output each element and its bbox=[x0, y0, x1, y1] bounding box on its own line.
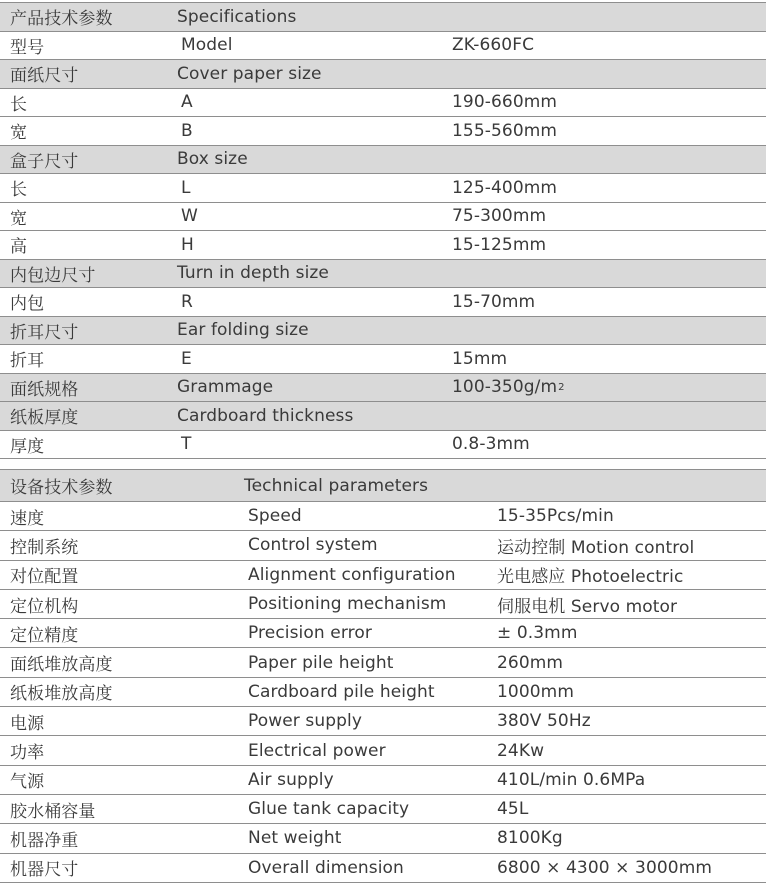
cell-en: Air supply bbox=[248, 769, 334, 790]
cell-cn: 电源 bbox=[10, 713, 45, 734]
cell-value: 1000mm bbox=[497, 681, 574, 702]
cell-cn: 型号 bbox=[10, 37, 45, 58]
table-row bbox=[0, 561, 766, 590]
section-row bbox=[0, 260, 766, 289]
cell-en: E bbox=[181, 348, 192, 369]
table-row bbox=[0, 174, 766, 203]
header-cn: 产品技术参数 bbox=[10, 9, 113, 30]
cell-cn: 机器尺寸 bbox=[10, 860, 79, 881]
header-en: Specifications bbox=[177, 6, 297, 27]
technical-header-row bbox=[0, 470, 766, 502]
cell-en: Cover paper size bbox=[177, 63, 322, 84]
cell-value: 15-70mm bbox=[452, 291, 536, 312]
cell-value: 190-660mm bbox=[452, 92, 558, 113]
cell-cn: 内包 bbox=[10, 294, 45, 315]
table-row bbox=[0, 736, 766, 765]
cell-en: Grammage bbox=[177, 377, 274, 398]
cell-en: Positioning mechanism bbox=[248, 594, 447, 615]
cell-en: T bbox=[181, 434, 192, 455]
cell-en: Cardboard pile height bbox=[248, 681, 435, 702]
cell-cn: 长 bbox=[10, 94, 28, 115]
cell-en: B bbox=[181, 120, 193, 141]
cell-cn: 折耳尺寸 bbox=[10, 322, 79, 343]
cell-cn: 胶水桶容量 bbox=[10, 801, 96, 822]
cell-en: Cardboard thickness bbox=[177, 405, 354, 426]
header-en: Technical parameters bbox=[244, 475, 429, 496]
cell-cn: 折耳 bbox=[10, 351, 45, 372]
cell-cn: 宽 bbox=[10, 123, 28, 144]
section-row bbox=[0, 317, 766, 346]
cell-en: R bbox=[181, 291, 193, 312]
cell-cn: 功率 bbox=[10, 743, 45, 764]
cell-cn: 高 bbox=[10, 237, 28, 258]
table-row bbox=[0, 117, 766, 146]
table-row bbox=[0, 619, 766, 648]
cell-value: 运动控制 Motion control bbox=[497, 537, 695, 558]
cell-en: Electrical power bbox=[248, 740, 386, 761]
table-row bbox=[0, 288, 766, 317]
cell-en: Precision error bbox=[248, 623, 372, 644]
cell-value: 380V 50Hz bbox=[497, 711, 591, 732]
cell-cn: 面纸尺寸 bbox=[10, 66, 79, 87]
cell-en: Alignment configuration bbox=[248, 564, 456, 585]
table-row bbox=[0, 531, 766, 560]
cell-value: 100-350g/m 2 bbox=[452, 377, 565, 398]
cell-value: 15-125mm bbox=[452, 234, 547, 255]
cell-cn: 速度 bbox=[10, 508, 45, 529]
table-row bbox=[0, 707, 766, 736]
cell-value: 75-300mm bbox=[452, 206, 547, 227]
cell-value: 光电感应 Photoelectric bbox=[497, 567, 684, 588]
cell-en: Speed bbox=[248, 506, 302, 527]
cell-en: Net weight bbox=[248, 828, 342, 849]
cell-cn: 内包边尺寸 bbox=[10, 265, 96, 286]
table-row bbox=[0, 32, 766, 61]
cell-en: W bbox=[181, 206, 198, 227]
section-row bbox=[0, 60, 766, 89]
cell-cn: 盒子尺寸 bbox=[10, 151, 79, 172]
cell-value: 260mm bbox=[497, 652, 564, 673]
cell-value: 8100Kg bbox=[497, 828, 563, 849]
cell-en: Power supply bbox=[248, 711, 362, 732]
table-row bbox=[0, 89, 766, 118]
cell-cn: 机器净重 bbox=[10, 830, 79, 851]
cell-cn: 长 bbox=[10, 180, 28, 201]
cell-value: 125-400mm bbox=[452, 177, 558, 198]
specifications-header-row bbox=[0, 3, 766, 32]
cell-cn: 气源 bbox=[10, 772, 45, 793]
table-row bbox=[0, 854, 766, 883]
cell-value: ± 0.3mm bbox=[497, 623, 578, 644]
cell-cn: 控制系统 bbox=[10, 537, 79, 558]
cell-value: 15mm bbox=[452, 348, 508, 369]
cell-en: Turn in depth size bbox=[177, 263, 329, 284]
cell-value: 155-560mm bbox=[452, 120, 558, 141]
table-row bbox=[0, 648, 766, 677]
cell-cn: 面纸规格 bbox=[10, 379, 79, 400]
section-row bbox=[0, 146, 766, 175]
section-row bbox=[0, 402, 766, 431]
cell-value: 410L/min 0.6MPa bbox=[497, 769, 646, 790]
table-row bbox=[0, 345, 766, 374]
cell-value: 伺服电机 Servo motor bbox=[497, 596, 678, 617]
technical-parameters-table bbox=[0, 469, 766, 883]
cell-value: 6800 × 4300 × 3000mm bbox=[497, 857, 713, 878]
cell-value: 45L bbox=[497, 799, 529, 820]
cell-cn: 宽 bbox=[10, 208, 28, 229]
table-row bbox=[0, 502, 766, 531]
cell-en: Glue tank capacity bbox=[248, 799, 410, 820]
cell-cn: 厚度 bbox=[10, 436, 45, 457]
cell-en: H bbox=[181, 234, 194, 255]
cell-cn: 对位配置 bbox=[10, 567, 79, 588]
specifications-table bbox=[0, 2, 766, 459]
superscript: 2 bbox=[558, 381, 565, 393]
cell-cn: 纸板堆放高度 bbox=[10, 684, 113, 705]
cell-value: 0.8-3mm bbox=[452, 434, 530, 455]
header-cn: 设备技术参数 bbox=[10, 478, 113, 498]
cell-en: Overall dimension bbox=[248, 857, 404, 878]
table-row bbox=[0, 231, 766, 260]
table-row bbox=[0, 590, 766, 619]
table-row bbox=[0, 431, 766, 460]
cell-en: Box size bbox=[177, 149, 248, 170]
cell-cn: 面纸堆放高度 bbox=[10, 655, 113, 676]
cell-value: 15-35Pcs/min bbox=[497, 506, 614, 527]
table-row bbox=[0, 824, 766, 853]
cell-en: Control system bbox=[248, 535, 378, 556]
cell-cn: 定位机构 bbox=[10, 596, 79, 617]
cell-en: Model bbox=[181, 35, 233, 56]
table-row bbox=[0, 678, 766, 707]
cell-en: Paper pile height bbox=[248, 652, 394, 673]
cell-en: Ear folding size bbox=[177, 320, 309, 341]
section-row bbox=[0, 374, 766, 403]
cell-cn: 纸板厚度 bbox=[10, 408, 79, 429]
cell-en: A bbox=[181, 92, 193, 113]
cell-value: 24Kw bbox=[497, 740, 545, 761]
table-row bbox=[0, 795, 766, 824]
cell-en: L bbox=[181, 177, 191, 198]
table-row bbox=[0, 203, 766, 232]
cell-cn: 定位精度 bbox=[10, 625, 79, 646]
table-row bbox=[0, 766, 766, 795]
cell-value: ZK-660FC bbox=[452, 35, 535, 56]
